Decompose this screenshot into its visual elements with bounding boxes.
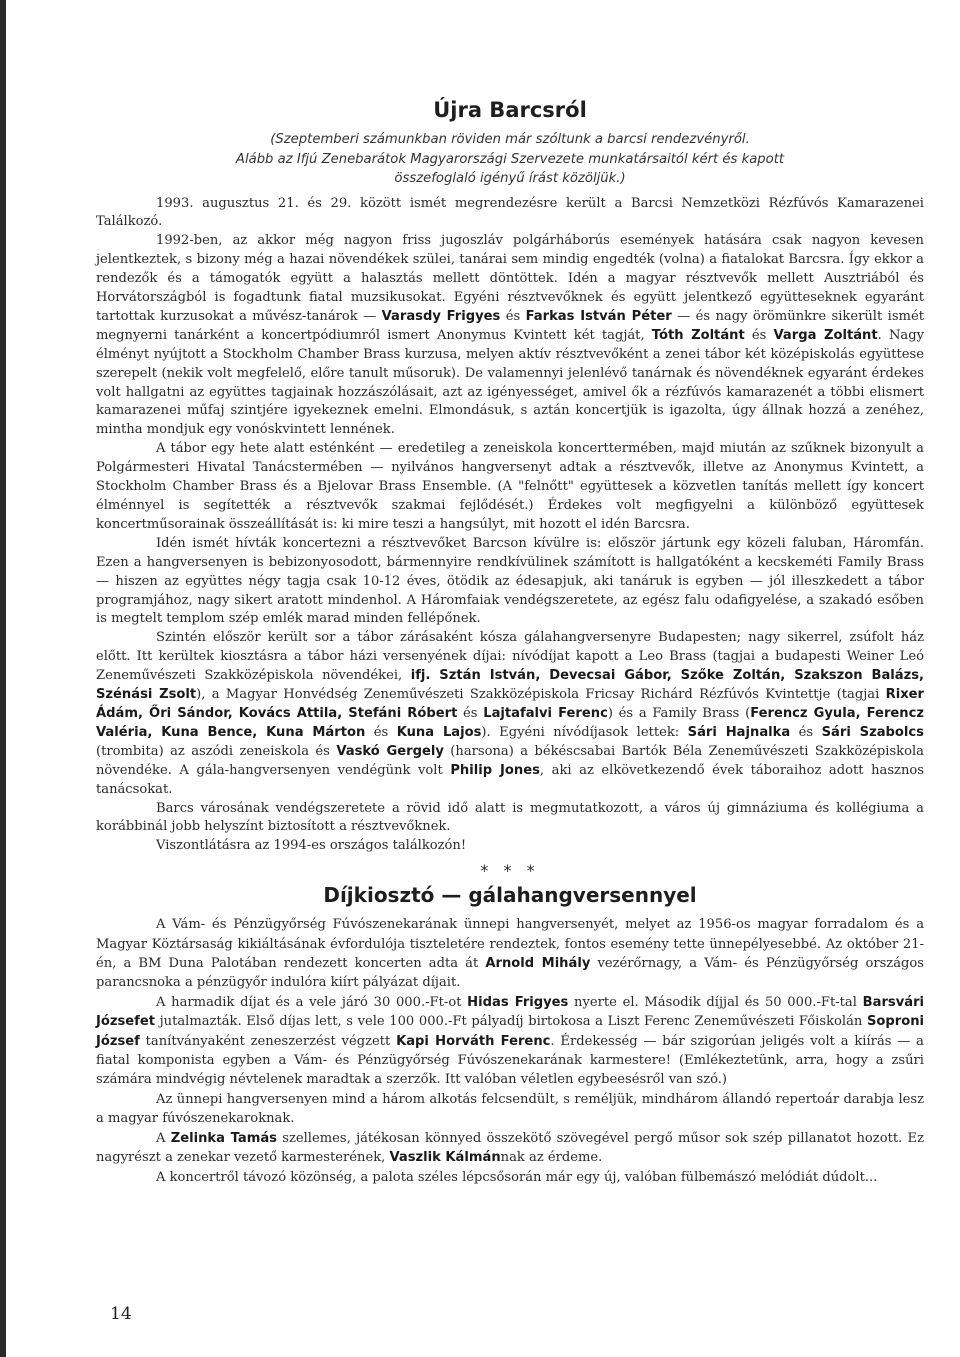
person-name: Vaskó Gergely (336, 743, 444, 759)
person-name: Tóth Zoltánt (651, 327, 745, 343)
person-name: Kapi Horváth Ferenc (396, 1033, 551, 1049)
person-name: Barsvári Józsefet (96, 994, 925, 1030)
intro-line: Alább az Ifjú Zenebarátok Magyarországi Szervezete munkatársaitól kért és kapott (235, 151, 785, 167)
paragraph: Az ünnepi hangversenyen mind a három alkotás felcsendült, s reméljük, mindhárom állandó repertoár darabja lesz a magyar fúvószenekaroknak. (96, 1091, 924, 1127)
paragraph: 1993. augusztus 21. és 29. között ismét megrendezésre került a Barcsi Nemzetközi Rézfúvós Kamarazenei Találkozó. (96, 195, 924, 230)
article-body-2 (96, 915, 924, 1187)
article-title-2: Díjkiosztó — gálahangversennyel (323, 883, 697, 908)
paragraph: A harmadik díjat és a vele járó 30 000.-Ft-ot Hidas Frigyes nyerte el. Második díjjal és 50 000.-Ft-tal Barsvári Józsefet jutalmazták. Első díjas lett, s vele 100 000.-Ft pályadíj birtokosa a Liszt Ferenc Zeneművészeti Főiskolán Soproni József tanítványaként zeneszerzést végzett Kapi Horváth Ferenc. Érdekesség — bár szigorúan jeligés volt a kiírás — a fiatal komponista egyben a Vám- és Pénzügyőrség Fúvószenekarának karmestere! (Emlékeztetünk, arra, hogy a zsűri számára mindvégig névtelenek maradtak a szerzők. Itt valóban véletlen egybeesésről van szó.) (96, 994, 925, 1088)
person-name: Arnold Mihály (485, 956, 591, 972)
paragraph: Viszontlátásra az 1994-es országos találkozón! (156, 838, 467, 854)
person-name: Sári Szabolcs (821, 724, 924, 740)
person-name: Vaszlik Kálmán (389, 1150, 501, 1166)
paragraph: A koncertről távozó közönség, a palota széles lépcsősorán már egy új, valóban fülbemászó melódiát dúdolt... (156, 1169, 878, 1185)
person-name: Lajtafalvi Ferenc (483, 705, 608, 721)
article-body (96, 195, 924, 857)
person-name: Farkas István Péter (525, 308, 672, 324)
intro-line: összefoglaló igényű írást közöljük.) (394, 171, 626, 186)
person-names: ifj. Sztán István, Devecsai Gábor, Szőke Zoltán, Szakszon Balázs, Szénási Zsolt (96, 668, 924, 703)
section-separator: * * * (480, 861, 540, 881)
person-name: Hidas Frigyes (467, 994, 569, 1010)
paragraph: A tábor egy hete alatt esténként — eredetileg a zeneiskola koncerttermében, majd miután az szűknek bizonyult a Polgármesteri Hivatal Tanácstermében — nyilvános hangversenyt adtak a résztvevők, illetve az Anonymus Kvintett, a Stockholm Chamber Brass és a Bjelovar Brass Ensemble. (A "felnőtt" együttesek a közvetlen tanítás mellett így koncert élménnyel is segítették a résztvevők szakmai fejlődését.) Érdekes volt megfigyelni a különböző együttesek koncertműsorainak összeállítását is: ki mire teszi a hangsúlyt, mit hozott el idén Barcsra. (96, 441, 924, 532)
article-intro (104, 130, 916, 189)
page-edge-shadow (0, 0, 6, 1357)
person-name: Kuna Lajos (396, 724, 482, 740)
person-name: Soproni József (96, 1014, 924, 1049)
paragraph: 1992-ben, az akkor még nagyon friss jugoszláv polgárháborús események hatására csak nagyon kevesen jelentkeztek, s bizony még a hazai növendékek szülei, tanárai sem mindig engedték (volna) a fiatalokat Barcsra. Így ekkor a rendezők és a támogatók együtt a halasztás mellett döntöttek. Idén a magyar résztvevők mellett Ausztriából és Horvátországból is fogadtunk fiatal muzsikusokat. Egyéni résztvevőknek és együtt jelentkező együtteseknek egyaránt tartottak kurzusokat a művész-tanárok — Varasdy Frigyes és Farkas István Péter — és nagy örömünkre sikerült ismét megnyerni tanárként a koncertpódiumról ismert Anonymus Kvintett két tagját, Tóth Zoltánt és Varga Zoltánt. Nagy élményt nyújtott a Stockholm Chamber Brass kurzusa, melyen aktív résztvevőként a zenei tábor két középiskolás együttese szerepelt (nekik volt megfelelő, előre tanult műsoruk). De valamennyi jelenlévő tanárnak és növendéknek egyaránt érdekes volt hallgatni az együttes tagjainak hozzászólásait, azt az igényességet, amivel ők a rézfúvós kamarazenét a többi elismert kamarazenei műfaj szintjére igyekeznek emelni. Elmondásuk, s aztán koncertjük is igazolta, úgy állnak hozzá a zenéhez, mintha mondjuk egy vonóskvintett lennének. (96, 233, 924, 438)
paragraph: Idén ismét hívták koncertezni a résztvevőket Barcson kívülre is: először jártunk egy közeli faluban, Háromfán. Ezen a hangversenyen is bebizonyosodott, bármennyire rendkívülinek számított is hallgatóként a kecskeméti Family Brass — hiszen az együttes négy tagja csak 10-12 éves, ötödik az édesapjuk, aki tanáruk is egyben — jól illeszkedett a tábor programjához, nagy sikert aratott mindenhol. A Háromfaiak vendégszeretete, az egész falu odafigyelése, a szakadó esőben is megtelt templom szép emlék marad minden fellépőnek. (96, 535, 924, 627)
person-name: Varasdy Frigyes (381, 308, 501, 324)
intro-line: (Szeptemberi számunkban röviden már szóltunk a barcsi rendezvényről. (270, 132, 750, 147)
person-name: Varga Zoltánt (773, 327, 878, 343)
person-name: Zelinka Tamás (170, 1130, 277, 1146)
person-names: Ferencz Gyula, Ferencz Valéria, Kuna Bence, Kuna Márton (96, 705, 924, 740)
paragraph: Barcs városának vendégszeretete a rövid idő alatt is megmutatkozott, a város új gimnáziuma és kollégiuma a korábbinál jobb helyszínt biztosított a résztvevőknek. (96, 800, 924, 835)
person-name: Sári Hajnalka (687, 724, 791, 740)
person-name: Philip Jones (450, 762, 540, 778)
paragraph: A Vám- és Pénzügyőrség Fúvószenekarának ünnepi hangversenyét, melyet az 1956-os magyar forradalom és a Magyar Köztársaság kikiáltásának évfordulója tiszteletére rendeztek, fontos esemény tette ünnepélyesebbé. Az október 21-én, a BM Duna Palotában rendezett koncerten adta át Arnold Mihály vezérőrnagy, a Vám- és Pénzügyőrség országos parancsnoka a pénzügyőr indulóra kiírt pályázat díjait. (96, 917, 924, 991)
paragraph: A Zelinka Tamás szellemes, játékosan könnyed összekötő szövegével pergő műsor sok szép pillanatot hozott. Ez nagyrészt a zenekar vezető karmesterének, Vaszlik Kálmánnak az érdeme. (96, 1130, 924, 1166)
paragraph: Szintén először került sor a tábor zárásaként kósza gálahangversenyre Budapesten; nagy sikerrel, zsúfolt ház előtt. Itt kerültek kiosztásra a tábor házi versenyének díjai: nívódíjat kapott a Leo Brass (tagjai a budapesti Weiner Leó Zeneművészeti Szakközépiskola növendékei, ifj. Sztán István, Devecsai Gábor, Szőke Zoltán, Szakszon Balázs, Szénási Zsolt), a Magyar Honvédség Zeneművészeti Szakközépiskola Fricsay Richárd Rézfúvós Kvintettje (tagjai Rixer Ádám, Őri Sándor, Kovács Attila, Stefáni Róbert és Lajtafalvi Ferenc) és a Family Brass (Ferencz Gyula, Ferencz Valéria, Kuna Bence, Kuna Márton és Kuna Lajos). Egyéni nívódíjasok lettek: Sári Hajnalka és Sári Szabolcs (trombita) az aszódi zeneiskola és Vaskó Gergely (harsona) a békéscsabai Bartók Béla Zeneművészeti Szakközépiskola növendéke. A gála-hangversenyen vendégünk volt Philip Jones, aki az elkövetkezendő évek táboraihoz adott hasznos tanácsokat. (96, 630, 924, 797)
person-names: Rixer Ádám, Őri Sándor, Kovács Attila, Stefáni Róbert (96, 687, 924, 721)
article-title: Újra Barcsról (433, 98, 587, 122)
page-number: 14 (110, 1304, 132, 1324)
